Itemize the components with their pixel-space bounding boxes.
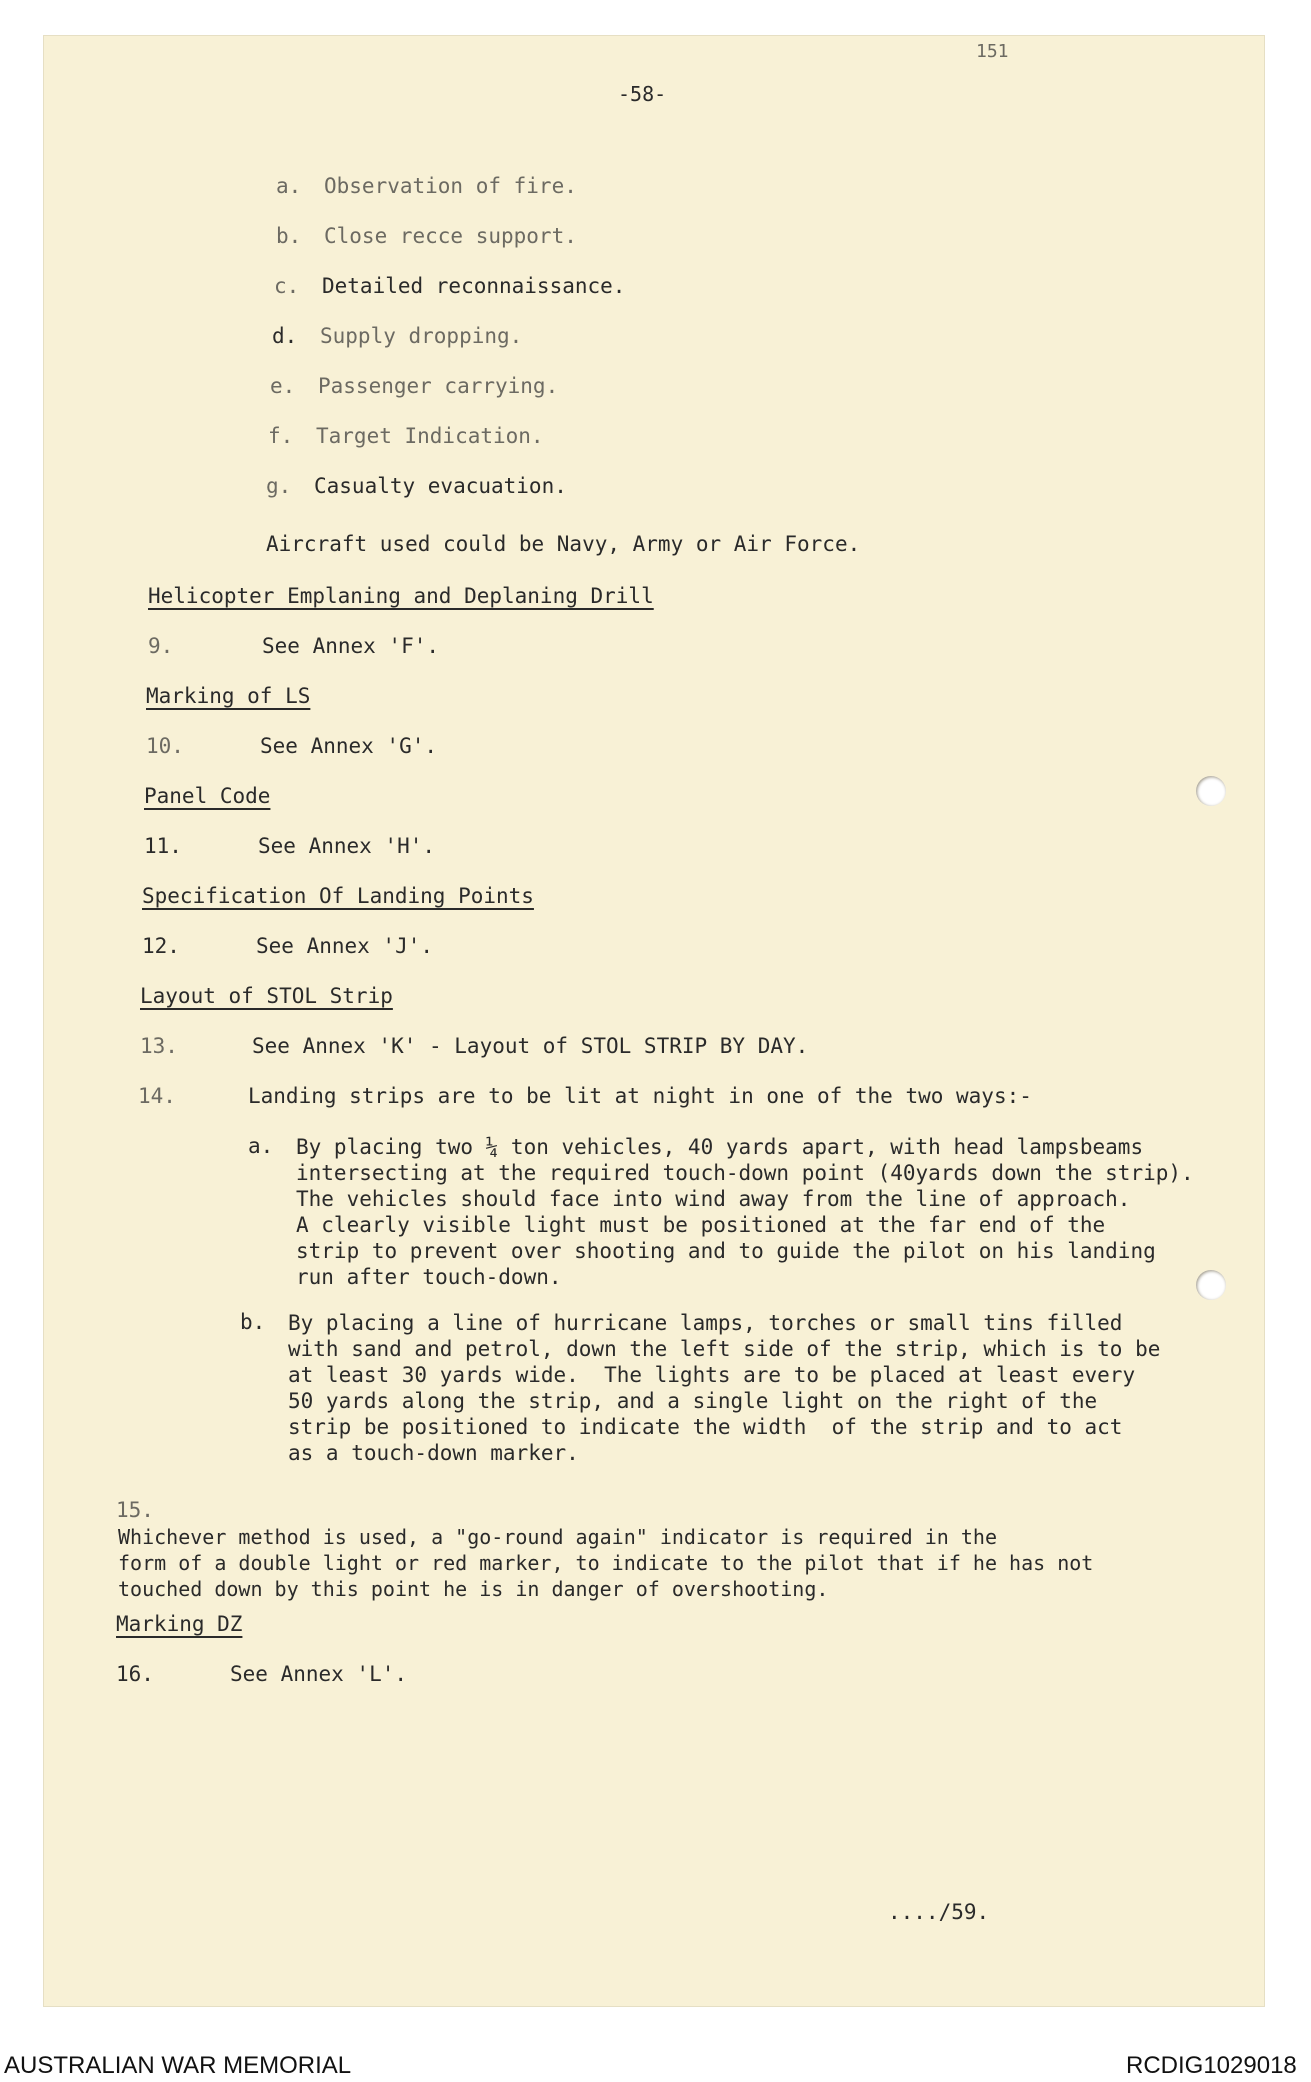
list-item-letter: f. — [268, 424, 294, 448]
section-text: See Annex 'L'. — [230, 1662, 408, 1686]
continuation-marker: ..../59. — [888, 1900, 990, 1924]
section-heading: Panel Code — [144, 784, 271, 808]
list-item-letter: b. — [276, 224, 302, 248]
list-item-text: Casualty evacuation. — [314, 474, 567, 498]
sub-item-text: By placing a line of hurricane lamps, torches or small tins filled with sand and petrol, down the left side of the strip, which is to be at least 30 yards wide. The lights are to be placed at least every 50 yards along the strip, and a single light on the right of the strip be positioned to indicate the width of the strip and to act as a touch-down marker. — [288, 1311, 1161, 1465]
section-number: 9. — [148, 634, 174, 658]
list-item-letter: c. — [274, 274, 300, 298]
list-item-text: Observation of fire. — [324, 174, 577, 198]
punch-hole — [1196, 1270, 1226, 1300]
page-number: -58- — [618, 82, 667, 106]
paragraph-text: Landing strips are to be lit at night in one of the two ways:- — [248, 1084, 1032, 1108]
section-number: 10. — [146, 734, 184, 758]
section-heading: Helicopter Emplaning and Deplaning Drill — [148, 584, 654, 608]
list-item-letter: g. — [266, 474, 292, 498]
footer-right: RCDIG1029018 — [1126, 2052, 1297, 2079]
sub-item-letter: b. — [240, 1310, 266, 1334]
list-item-letter: a. — [276, 174, 302, 198]
section-number: 12. — [142, 934, 180, 958]
list-item-text: Passenger carrying. — [318, 374, 559, 398]
section-text: See Annex 'G'. — [260, 734, 438, 758]
corner-mark: 151 — [976, 41, 1009, 62]
paragraph-text: Whichever method is used, a "go-round again" indicator is required in the form of a double light or red marker, to indicate to the pilot that if he has not touched down by this point he is in danger of overshooting. — [118, 1525, 1094, 1601]
section-heading: Specification Of Landing Points — [142, 884, 534, 908]
section-heading: Marking of LS — [146, 684, 311, 708]
paragraph-number: 14. — [138, 1084, 176, 1108]
section-number: 13. — [140, 1034, 178, 1058]
punch-hole — [1196, 776, 1226, 806]
section-number: 11. — [144, 834, 182, 858]
document-page — [44, 36, 1264, 2006]
sub-item-text: By placing two ¼ ton vehicles, 40 yards apart, with head lampsbeams intersecting at the required touch-down point (40yards down the strip). The vehicles should face into wind away from the line of approach. A clearly visible light must be positioned at the far end of the strip to prevent over shooting and to guide the pilot on his landing run after touch-down. — [296, 1135, 1194, 1289]
sub-item-letter: a. — [248, 1134, 274, 1158]
section-text: See Annex 'K' - Layout of STOL STRIP BY DAY. — [252, 1034, 809, 1058]
list-item-text: Close recce support. — [324, 224, 577, 248]
section-heading: Marking DZ — [116, 1612, 243, 1636]
list-item-text: Detailed reconnaissance. — [322, 274, 626, 298]
section-text: See Annex 'H'. — [258, 834, 436, 858]
section-text: See Annex 'F'. — [262, 634, 440, 658]
section-text: See Annex 'J'. — [256, 934, 434, 958]
section-number: 16. — [116, 1662, 154, 1686]
aircraft-note: Aircraft used could be Navy, Army or Air Force. — [266, 532, 861, 556]
list-item-text: Supply dropping. — [320, 324, 523, 348]
list-item-letter: e. — [270, 374, 296, 398]
list-item-letter: d. — [272, 324, 298, 348]
paragraph-number: 15. — [116, 1498, 154, 1522]
list-item-text: Target Indication. — [316, 424, 544, 448]
footer-left: AUSTRALIAN WAR MEMORIAL — [4, 2052, 352, 2079]
section-heading: Layout of STOL Strip — [140, 984, 393, 1008]
